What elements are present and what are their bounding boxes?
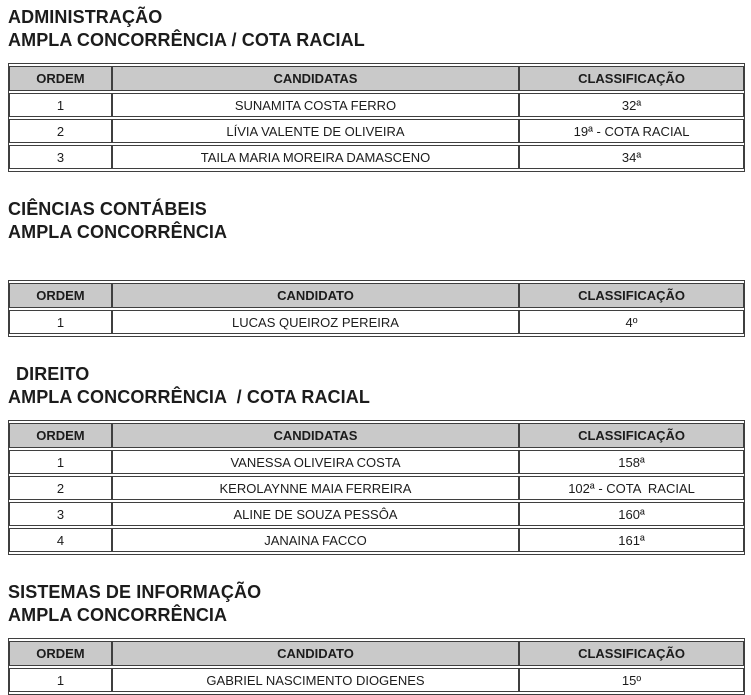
candidate-cell: LUCAS QUEIROZ PEREIRA xyxy=(112,310,519,334)
candidate-cell: TAILA MARIA MOREIRA DAMASCENO xyxy=(112,145,519,169)
table-header-row xyxy=(9,641,744,666)
candidate-cell: VANESSA OLIVEIRA COSTA xyxy=(112,450,519,474)
table-row xyxy=(9,145,744,169)
classification-cell: 32ª xyxy=(519,93,744,117)
classification-cell: 4º xyxy=(519,310,744,334)
ordem-cell: 3 xyxy=(9,145,112,169)
ordem-cell: 4 xyxy=(9,528,112,552)
ordem-cell: 1 xyxy=(9,668,112,692)
table-body xyxy=(9,310,744,334)
table-header-row xyxy=(9,66,744,91)
table-row xyxy=(9,528,744,552)
candidate-cell: SUNAMITA COSTA FERRO xyxy=(112,93,519,117)
results-table xyxy=(8,63,745,172)
section-heading xyxy=(8,581,745,627)
header-cell-candidate: CANDIDATAS xyxy=(112,423,519,448)
header-cell-classificacao: CLASSIFICAÇÃO xyxy=(519,283,744,308)
candidate-cell: LÍVIA VALENTE DE OLIVEIRA xyxy=(112,119,519,143)
table-row xyxy=(9,310,744,334)
header-cell-candidate: CANDIDATAS xyxy=(112,66,519,91)
classification-cell: 161ª xyxy=(519,528,744,552)
table-row xyxy=(9,476,744,500)
candidate-cell: GABRIEL NASCIMENTO DIOGENES xyxy=(112,668,519,692)
course-section xyxy=(8,581,745,695)
header-cell-classificacao: CLASSIFICAÇÃO xyxy=(519,423,744,448)
ordem-cell: 2 xyxy=(9,476,112,500)
table-body xyxy=(9,668,744,692)
classification-cell: 158ª xyxy=(519,450,744,474)
classification-cell: 160ª xyxy=(519,502,744,526)
course-title: SISTEMAS DE INFORMAÇÃO xyxy=(8,582,262,602)
section-heading xyxy=(8,363,745,409)
table-row xyxy=(9,450,744,474)
header-cell-candidate: CANDIDATO xyxy=(112,283,519,308)
ordem-cell: 1 xyxy=(9,310,112,334)
course-title: DIREITO xyxy=(16,364,90,384)
table-row xyxy=(9,119,744,143)
quota-subtitle: AMPLA CONCORRÊNCIA / COTA RACIAL xyxy=(8,387,370,407)
classification-cell: 15º xyxy=(519,668,744,692)
candidate-cell: KEROLAYNNE MAIA FERREIRA xyxy=(112,476,519,500)
course-section xyxy=(8,363,745,555)
table-header-row xyxy=(9,283,744,308)
candidate-cell: ALINE DE SOUZA PESSÔA xyxy=(112,502,519,526)
header-cell-ordem: ORDEM xyxy=(9,641,112,666)
results-table xyxy=(8,280,745,337)
section-heading xyxy=(8,6,745,52)
header-cell-candidate: CANDIDATO xyxy=(112,641,519,666)
ordem-cell: 2 xyxy=(9,119,112,143)
ordem-cell: 1 xyxy=(9,450,112,474)
results-table xyxy=(8,420,745,555)
quota-subtitle: AMPLA CONCORRÊNCIA xyxy=(8,605,228,625)
results-table xyxy=(8,638,745,695)
course-title: CIÊNCIAS CONTÁBEIS xyxy=(8,199,207,219)
table-row xyxy=(9,93,744,117)
table-body xyxy=(9,450,744,552)
classification-cell: 19ª - COTA RACIAL xyxy=(519,119,744,143)
quota-subtitle: AMPLA CONCORRÊNCIA / COTA RACIAL xyxy=(8,30,365,50)
header-cell-ordem: ORDEM xyxy=(9,66,112,91)
quota-subtitle: AMPLA CONCORRÊNCIA xyxy=(8,222,228,242)
ordem-cell: 1 xyxy=(9,93,112,117)
course-title: ADMINISTRAÇÃO xyxy=(8,7,163,27)
ordem-cell: 3 xyxy=(9,502,112,526)
header-cell-classificacao: CLASSIFICAÇÃO xyxy=(519,641,744,666)
table-body xyxy=(9,93,744,169)
table-row xyxy=(9,502,744,526)
candidate-cell: JANAINA FACCO xyxy=(112,528,519,552)
table-header-row xyxy=(9,423,744,448)
header-cell-ordem: ORDEM xyxy=(9,283,112,308)
header-cell-classificacao: CLASSIFICAÇÃO xyxy=(519,66,744,91)
classification-cell: 102ª - COTA RACIAL xyxy=(519,476,744,500)
course-section xyxy=(8,6,745,172)
classification-cell: 34ª xyxy=(519,145,744,169)
table-row xyxy=(9,668,744,692)
header-cell-ordem: ORDEM xyxy=(9,423,112,448)
section-heading xyxy=(8,198,745,244)
course-section xyxy=(8,198,745,337)
